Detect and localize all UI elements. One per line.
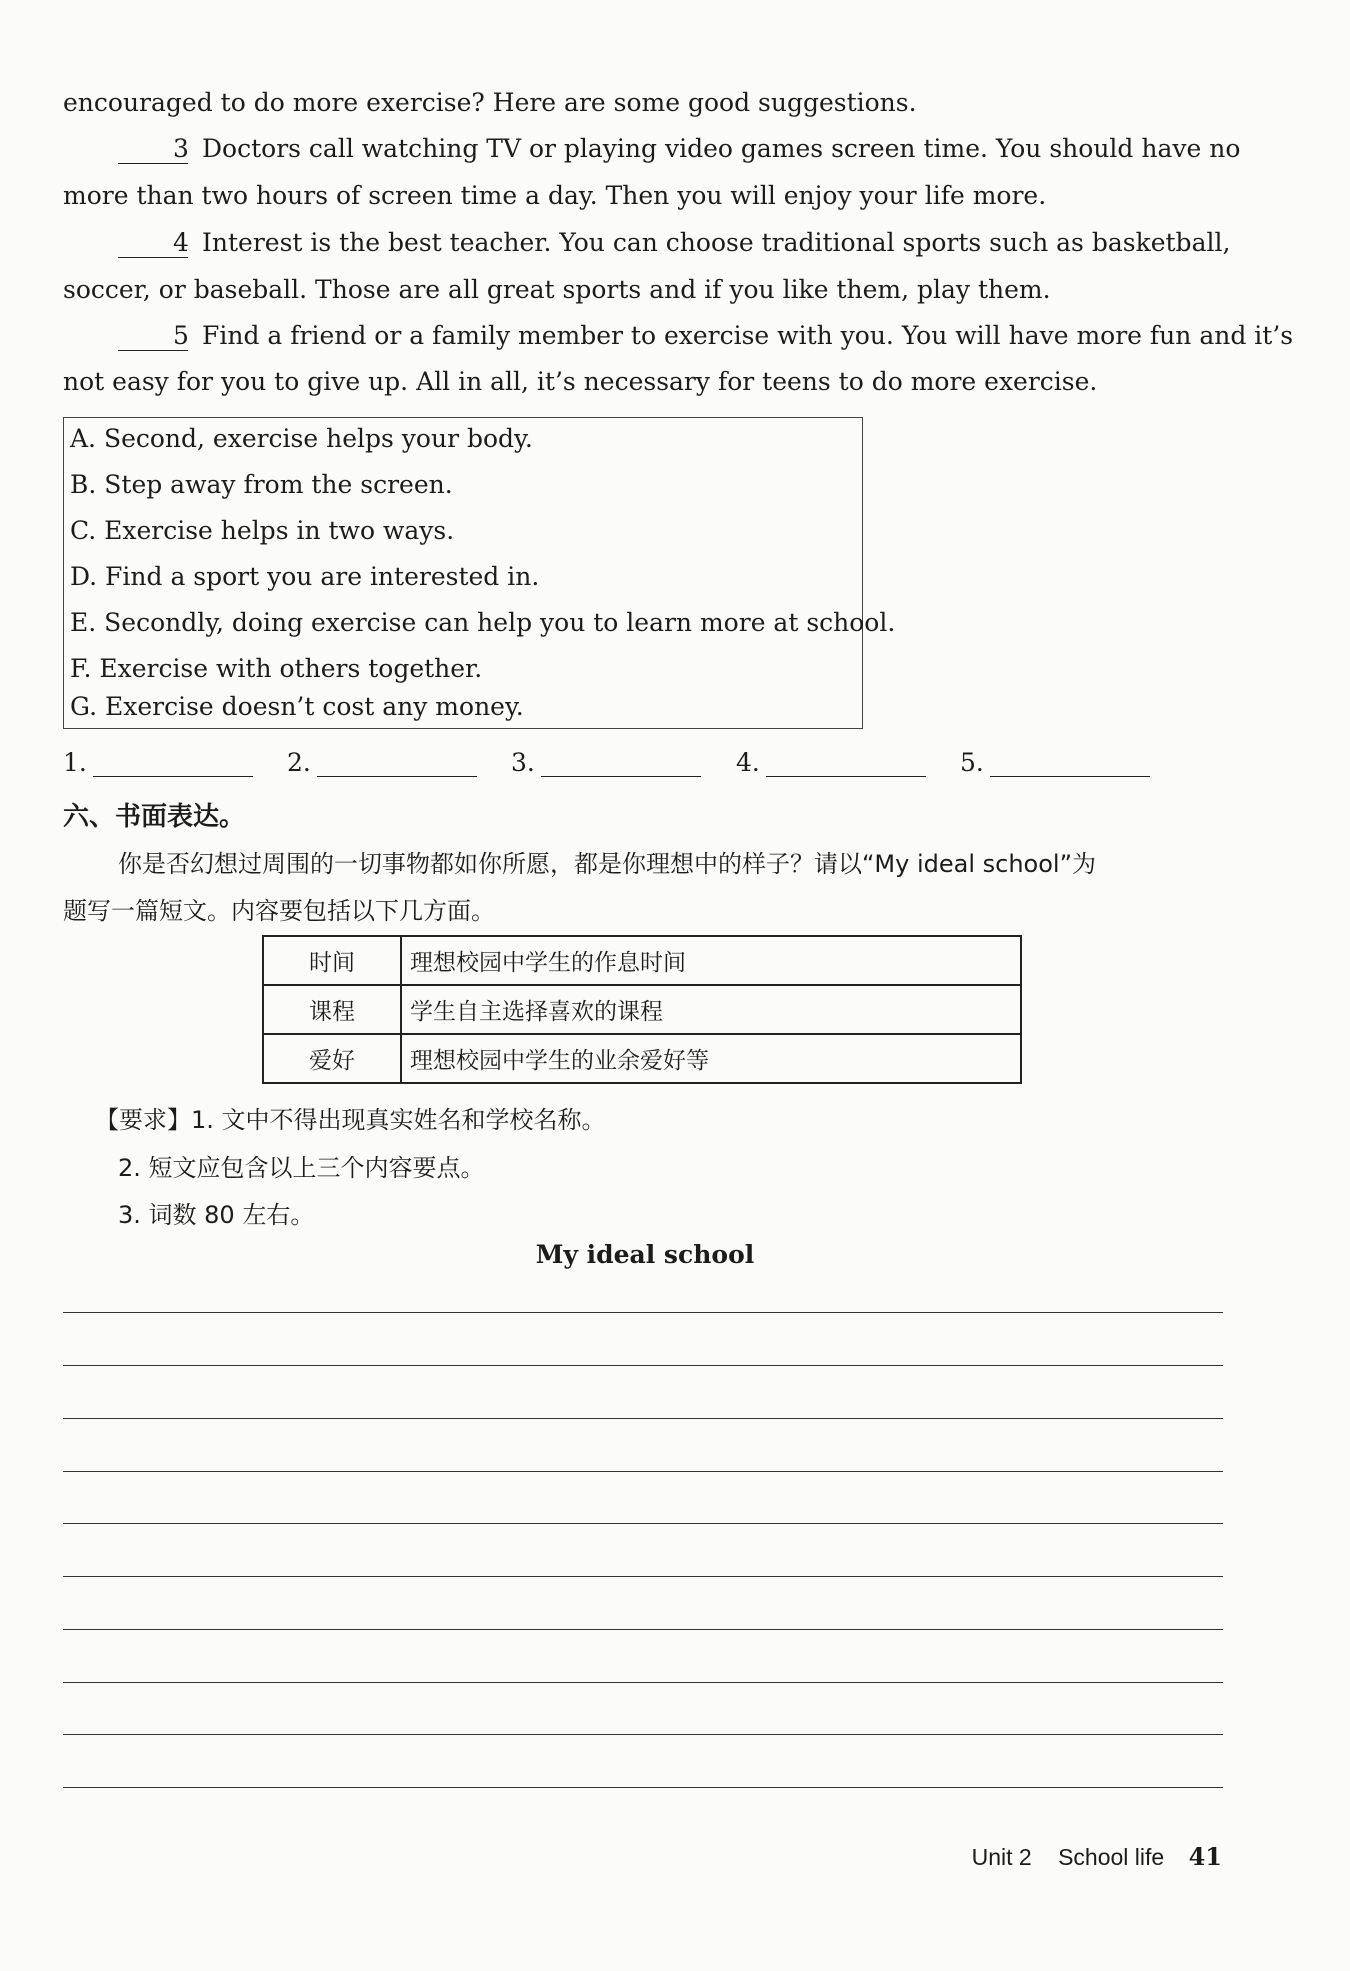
answer-label: 5.	[960, 748, 984, 777]
passage-line: not easy for you to give up. All in all, it’s necessary for teens to do more exercise.	[63, 367, 1098, 396]
table-row	[263, 985, 1021, 1034]
requirement-3: 3. 词数 80 左右。	[118, 1201, 315, 1229]
options-box	[63, 417, 896, 729]
answer-blank-5: 5	[118, 321, 188, 351]
option-g: G. Exercise doesn’t cost any money.	[70, 692, 524, 721]
writing-line[interactable]	[63, 1682, 1223, 1683]
answer-line[interactable]	[766, 750, 926, 777]
answer-label: 3.	[511, 748, 535, 777]
section-title: 六、书面表达。	[63, 802, 246, 832]
passage-line: soccer, or baseball. Those are all great sports and if you like them, play them.	[63, 275, 1051, 304]
passage-text: Find a friend or a family member to exercise with you. You will have more fun and it’s	[202, 321, 1294, 350]
answer-line[interactable]	[990, 750, 1150, 777]
answer-slot-3[interactable]	[511, 748, 701, 777]
option-d: D. Find a sport you are interested in.	[70, 562, 540, 591]
writing-line[interactable]	[63, 1365, 1223, 1366]
topic-label: School life	[1058, 1844, 1165, 1870]
requirement-2: 2. 短文应包含以上三个内容要点。	[118, 1154, 485, 1182]
passage-text: Interest is the best teacher. You can choose traditional sports such as basketball,	[202, 228, 1231, 257]
table-cell: 学生自主选择喜欢的课程	[401, 985, 1021, 1034]
table-cell: 爱好	[263, 1034, 401, 1083]
answer-slot-4[interactable]	[736, 748, 926, 777]
answer-line[interactable]	[317, 750, 477, 777]
writing-prompt: 题写一篇短文。内容要包括以下几方面。	[63, 897, 495, 925]
answer-slot-5[interactable]	[960, 748, 1150, 777]
writing-line[interactable]	[63, 1471, 1223, 1472]
answer-line[interactable]	[93, 750, 253, 777]
option-b: B. Step away from the screen.	[70, 470, 453, 499]
option-c: C. Exercise helps in two ways.	[70, 516, 455, 545]
essay-title: My ideal school	[535, 1240, 755, 1269]
passage-paragraph-3	[63, 134, 1241, 164]
writing-line[interactable]	[63, 1734, 1223, 1735]
content-table	[262, 935, 1022, 1084]
table-cell: 理想校园中学生的作息时间	[401, 936, 1021, 985]
writing-line[interactable]	[63, 1629, 1223, 1630]
answer-label: 1.	[63, 748, 87, 777]
table-cell: 课程	[263, 985, 401, 1034]
page-footer	[972, 1842, 1222, 1871]
answer-blank-3: 3	[118, 134, 188, 164]
table-row	[263, 1034, 1021, 1083]
answer-label: 4.	[736, 748, 760, 777]
option-f: F. Exercise with others together.	[70, 654, 483, 683]
answer-blank-4: 4	[118, 228, 188, 258]
answer-line[interactable]	[541, 750, 701, 777]
table-row	[263, 936, 1021, 985]
answer-slot-1[interactable]	[63, 748, 253, 777]
passage-line: encouraged to do more exercise? Here are some good suggestions.	[63, 88, 917, 117]
writing-line[interactable]	[63, 1576, 1223, 1577]
page-number: 41	[1188, 1842, 1222, 1871]
writing-line[interactable]	[63, 1787, 1223, 1788]
passage-line: more than two hours of screen time a day. Then you will enjoy your life more.	[63, 181, 1047, 210]
option-e: E. Secondly, doing exercise can help you to learn more at school.	[70, 608, 896, 637]
writing-prompt: 你是否幻想过周围的一切事物都如你所愿，都是你理想中的样子？请以“My ideal school”为	[118, 850, 1097, 878]
passage-text: Doctors call watching TV or playing video games screen time. You should have no	[202, 134, 1241, 163]
writing-line[interactable]	[63, 1312, 1223, 1313]
table-cell: 理想校园中学生的业余爱好等	[401, 1034, 1021, 1083]
answer-label: 2.	[287, 748, 311, 777]
unit-label: Unit 2	[971, 1844, 1032, 1870]
requirement-1: 【要求】1. 文中不得出现真实姓名和学校名称。	[95, 1106, 606, 1134]
option-a: A. Second, exercise helps your body.	[70, 424, 533, 453]
passage-paragraph-4	[63, 228, 1231, 258]
answer-slot-2[interactable]	[287, 748, 477, 777]
passage-paragraph-5	[63, 321, 1294, 351]
writing-line[interactable]	[63, 1523, 1223, 1524]
writing-line[interactable]	[63, 1418, 1223, 1419]
table-cell: 时间	[263, 936, 401, 985]
